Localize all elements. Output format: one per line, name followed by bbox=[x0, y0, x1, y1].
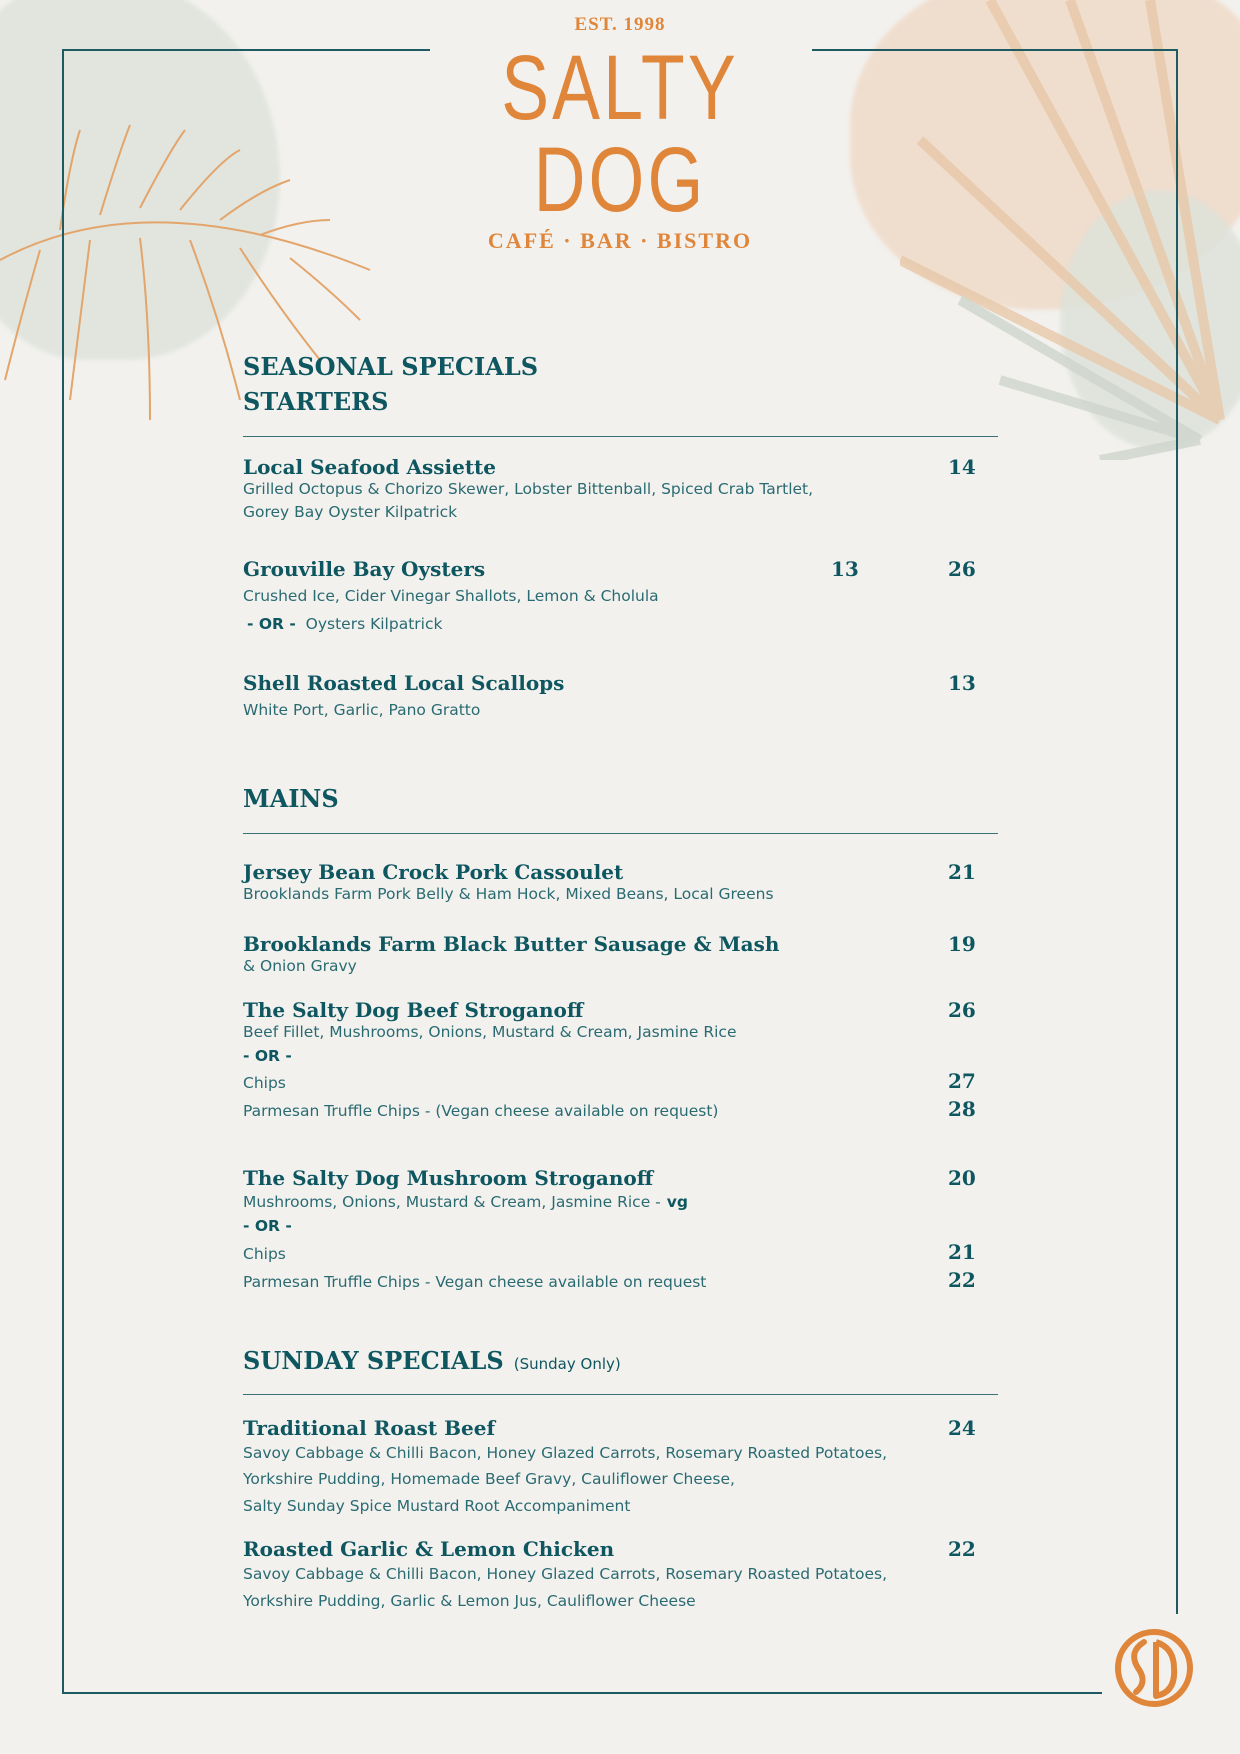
menu-item-name: Shell Roasted Local Scallops bbox=[243, 671, 565, 695]
menu-item-option: Chips bbox=[243, 1074, 286, 1092]
sunday-title-text: SUNDAY SPECIALS bbox=[243, 1346, 504, 1375]
section-divider bbox=[243, 1394, 998, 1395]
sunday-note: (Sunday Only) bbox=[513, 1355, 621, 1373]
menu-item-price: 26 bbox=[948, 998, 976, 1022]
section-title-seasonal: SEASONAL SPECIALS bbox=[243, 352, 539, 381]
menu-option-price: 21 bbox=[948, 1240, 976, 1264]
menu-item-price-small: 13 bbox=[831, 557, 859, 581]
menu-item-description: Savoy Cabbage & Chilli Bacon, Honey Glazed Carrots, Rosemary Roasted Potatoes, bbox=[243, 1565, 888, 1583]
menu-item-description: Savoy Cabbage & Chilli Bacon, Honey Glazed Carrots, Rosemary Roasted Potatoes, bbox=[243, 1444, 888, 1462]
menu-option-price: 28 bbox=[948, 1097, 976, 1121]
sd-monogram-icon bbox=[1114, 1628, 1194, 1708]
frame-left bbox=[62, 49, 64, 1694]
menu-item-price: 19 bbox=[948, 932, 976, 956]
brand-tagline: CAFÉ · BAR · BISTRO bbox=[487, 228, 753, 253]
menu-item-description bbox=[243, 1191, 688, 1214]
menu-item-description: & Onion Gravy bbox=[243, 957, 357, 975]
menu-item-description: Yorkshire Pudding, Homemade Beef Gravy, Cauliflower Cheese, bbox=[243, 1470, 735, 1488]
section-divider bbox=[243, 436, 998, 437]
menu-item-name: Traditional Roast Beef bbox=[243, 1416, 496, 1440]
menu-item-price: 14 bbox=[948, 455, 976, 479]
option-text: Oysters Kilpatrick bbox=[305, 615, 443, 633]
menu-item-price: 21 bbox=[948, 860, 976, 884]
menu-item-price: 22 bbox=[948, 1537, 976, 1561]
established-label: EST. 1998 bbox=[574, 14, 666, 35]
frame-bottom bbox=[62, 1692, 1102, 1694]
brand-logo bbox=[430, 14, 810, 254]
menu-item-name: The Salty Dog Beef Stroganoff bbox=[243, 998, 584, 1022]
menu-item-price: 26 bbox=[948, 557, 976, 581]
or-label: - OR - bbox=[243, 1217, 292, 1235]
section-title-sunday bbox=[243, 1344, 621, 1381]
section-title-starters: STARTERS bbox=[243, 387, 389, 416]
menu-item-description: Salty Sunday Spice Mustard Root Accompaniment bbox=[243, 1497, 631, 1515]
section-divider bbox=[243, 833, 998, 834]
menu-item-description: Beef Fillet, Mushrooms, Onions, Mustard & Cream, Jasmine Rice bbox=[243, 1023, 737, 1041]
menu-item-name: Grouville Bay Oysters bbox=[243, 557, 486, 581]
menu-item-description: Yorkshire Pudding, Garlic & Lemon Jus, Cauliflower Cheese bbox=[243, 1592, 696, 1610]
brand-name: SALTY DOG bbox=[501, 37, 739, 231]
description-text: Mushrooms, Onions, Mustard & Cream, Jasmine Rice - bbox=[243, 1193, 661, 1211]
menu-item-option: Parmesan Truffle Chips - (Vegan cheese available on request) bbox=[243, 1102, 719, 1120]
menu-item-name: Brooklands Farm Black Butter Sausage & Mash bbox=[243, 932, 780, 956]
menu-item-option: Chips bbox=[243, 1245, 286, 1263]
frame-top-right bbox=[812, 49, 1178, 51]
menu-item-description: White Port, Garlic, Pano Gratto bbox=[243, 701, 481, 719]
menu-item-description: Grilled Octopus & Chorizo Skewer, Lobster Bittenball, Spiced Crab Tartlet, bbox=[243, 480, 814, 498]
menu-item-name: Roasted Garlic & Lemon Chicken bbox=[243, 1537, 615, 1561]
menu-item-price: 20 bbox=[948, 1166, 976, 1190]
menu-option-price: 22 bbox=[948, 1268, 976, 1292]
menu-item-price: 13 bbox=[948, 671, 976, 695]
section-title-mains: MAINS bbox=[243, 784, 339, 813]
or-label: - OR - bbox=[247, 615, 296, 633]
menu-item-description: Crushed Ice, Cider Vinegar Shallots, Lemon & Cholula bbox=[243, 587, 659, 605]
or-label: - OR - bbox=[243, 1047, 292, 1065]
menu-item-option: Parmesan Truffle Chips - Vegan cheese available on request bbox=[243, 1273, 707, 1291]
frame-top-left bbox=[62, 49, 430, 51]
menu-item-option bbox=[247, 613, 442, 636]
menu-option-price: 27 bbox=[948, 1069, 976, 1093]
frame-right bbox=[1176, 49, 1178, 1614]
menu-item-description: Gorey Bay Oyster Kilpatrick bbox=[243, 503, 458, 521]
menu-item-description: Brooklands Farm Pork Belly & Ham Hock, Mixed Beans, Local Greens bbox=[243, 885, 774, 903]
menu-item-price: 24 bbox=[948, 1416, 976, 1440]
menu-item-name: Local Seafood Assiette bbox=[243, 455, 497, 479]
palm-leaf-right-icon bbox=[900, 0, 1240, 460]
menu-item-name: Jersey Bean Crock Pork Cassoulet bbox=[243, 860, 624, 884]
menu-item-name: The Salty Dog Mushroom Stroganoff bbox=[243, 1166, 654, 1190]
vegan-badge: vg bbox=[666, 1193, 688, 1211]
